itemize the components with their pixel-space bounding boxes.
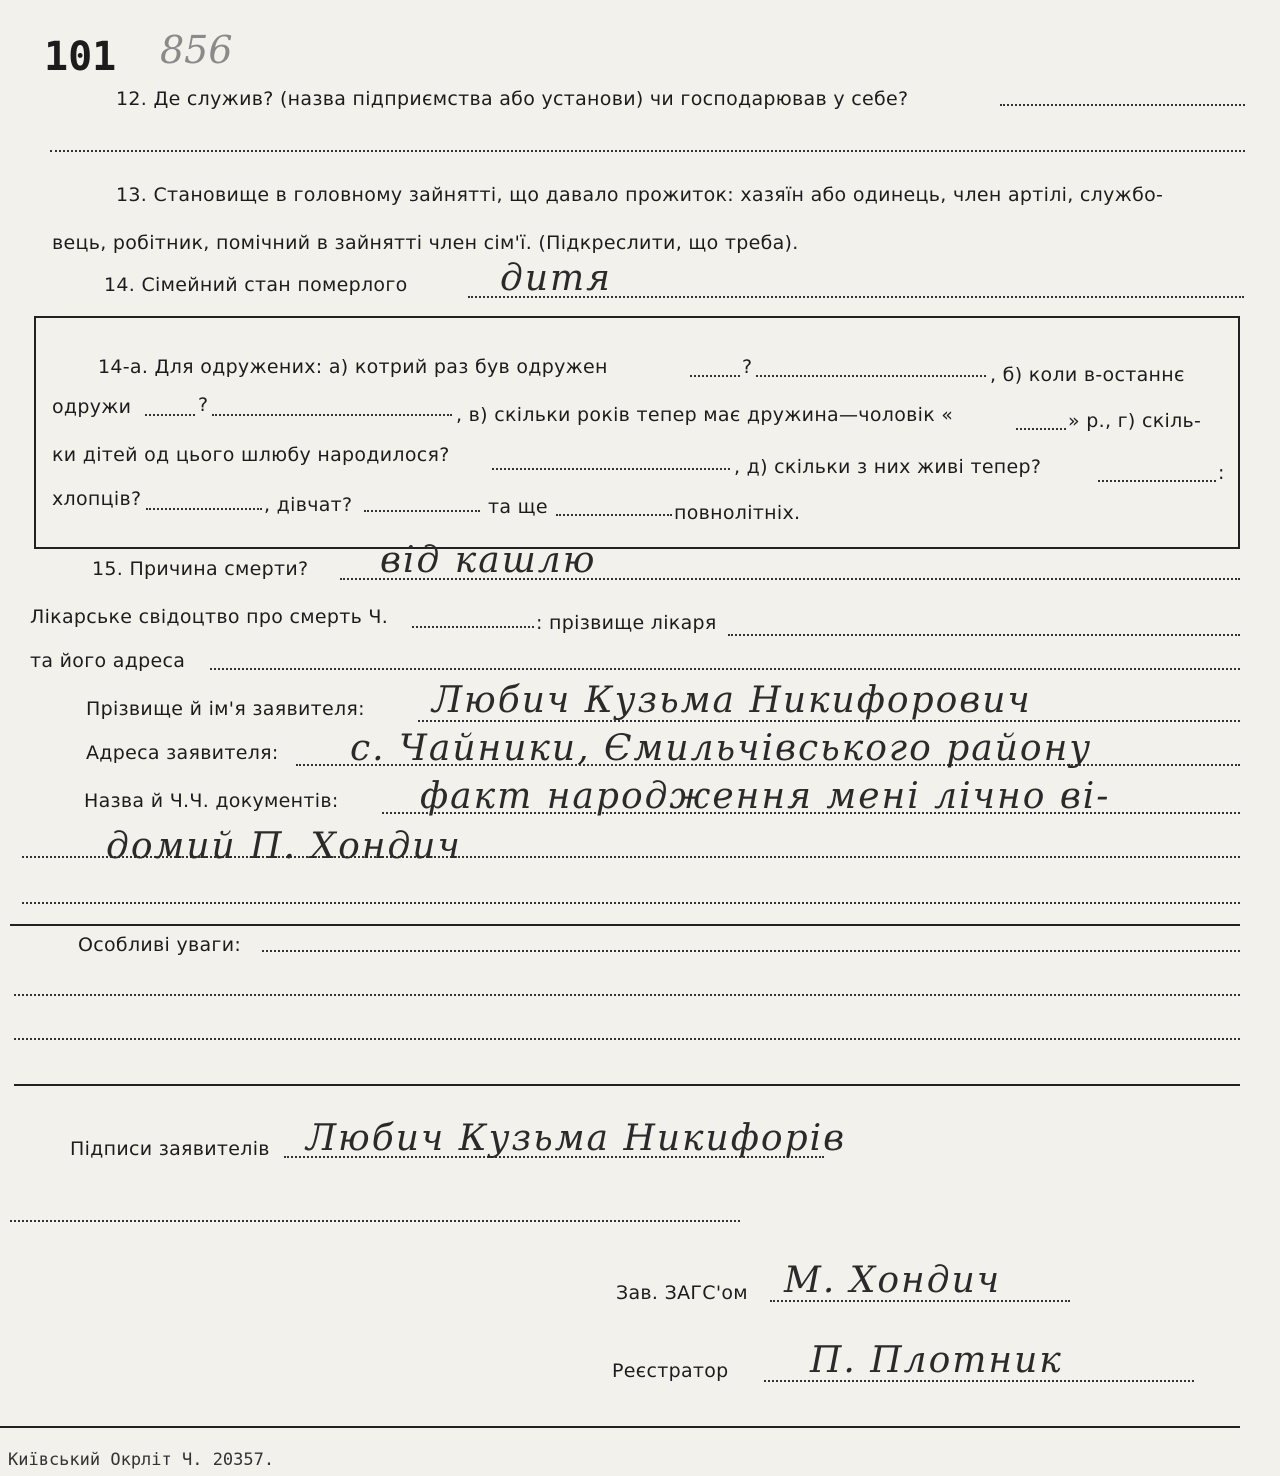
applicant-name-handwritten: Любич Кузьма Никифорович [432,680,1032,721]
documents-handwritten-1: факт народження мені лічно ві- [420,776,1111,817]
applicant-signature: Любич Кузьма Никифорів [306,1118,847,1159]
q14a-line-2-blank-3 [1016,428,1066,430]
registrar-signature: П. Плотник [810,1340,1063,1381]
q14a-line-4-text: хлопців? [52,488,142,510]
q14a-line-1-text: 14-а. Для одружених: а) котрий раз був одружен [98,356,608,378]
printer-footer: Київський Окрліт Ч. 20357. [8,1450,275,1470]
separator-bottom [0,1426,1240,1428]
pencil-archive-mark: 856 [160,28,233,72]
q14a-line-1-blank-2 [756,375,986,377]
q14a-line-3-b: , д) скільки з них живі тепер? [734,456,1042,478]
signatures-line-2 [10,1220,740,1222]
applicant-address-handwritten: с. Чайники, Ємильчівського району [350,728,1093,769]
doctor-certificate-label: Лікарське свідоцтво про смерть Ч. [30,606,389,628]
question-14: 14. Сімейний стан померлого [104,274,408,296]
q14a-line-3-blank-1 [492,468,730,470]
q12-line-1 [1000,104,1245,106]
q14a-line-2-c: » р., г) скіль- [1068,410,1202,432]
zags-signature: М. Хондич [784,1260,1002,1301]
q14a-line-4-b: , дівчат? [264,494,353,516]
documents-label: Назва й Ч.Ч. документів: [84,790,339,812]
q12-line-2 [50,150,1245,152]
special-notes-line-1 [262,950,1240,952]
question-12: 12. Де служив? (назва підприємства або установи) чи господарював у себе? [116,88,909,110]
doctor-name-line [728,634,1240,636]
q14a-line-3-c: : [1218,462,1225,484]
q14a-line-3-text: ки дітей од цього шлюбу народилося? [52,444,450,466]
applicant-name-label: Прізвище й ім'я заявителя: [86,698,365,720]
question-13-line-1: 13. Становище в головному зайнятті, що давало прожиток: хазяїн або одинець, член артілі, службо- [116,184,1164,206]
question-15: 15. Причина смерти? [92,558,309,580]
question-13-line-2: вець, робітник, помічний в зайнятті член сім'ї. (Підкреслити, що треба). [52,232,799,254]
q14a-line-4-blank-1 [146,508,262,510]
doctor-certificate-line [412,626,534,628]
q14a-line-2-b: , в) скільки років тепер має дружина—чоловік « [456,404,954,426]
q14a-line-4-c: та ще [488,496,548,518]
q14a-line-2-text: одружи [52,396,132,418]
q14a-line-4-blank-3 [556,514,672,516]
signatures-label: Підписи заявителів [70,1138,270,1160]
doctor-name-label: : прізвище лікаря [536,612,717,634]
special-notes-line-2 [14,994,1240,996]
documents-line-3 [22,902,1240,904]
q14a-line-1-b: , б) коли в-останнє [990,364,1185,386]
applicant-address-label: Адреса заявителя: [86,742,279,764]
q14a-line-1-q: ? [742,356,753,378]
q14a-line-2-blank-2 [212,414,452,416]
q15-handwritten-answer: від кашлю [380,540,597,581]
page-number: 101 [44,34,117,80]
doctor-address-line [210,668,1240,670]
separator-middle [14,1084,1240,1086]
separator-top [10,924,1240,926]
q14-handwritten-answer: дитя [500,258,612,299]
registrar-label: Реєстратор [612,1360,729,1382]
q14a-line-4-d: повнолітніх. [674,502,801,524]
special-notes-line-3 [14,1038,1240,1040]
q14a-line-1-blank-1 [690,375,740,377]
documents-handwritten-2: домий П. Хондич [106,826,462,867]
q14a-line-2-blank-1 [145,414,195,416]
q14a-line-4-blank-2 [364,510,480,512]
q14a-line-2-q: ? [198,394,209,416]
zags-label: Зав. ЗАГС'ом [616,1282,748,1304]
special-notes-label: Особливі уваги: [78,934,242,956]
doctor-address-label: та його адреса [30,650,186,672]
q14a-line-3-blank-2 [1098,480,1216,482]
